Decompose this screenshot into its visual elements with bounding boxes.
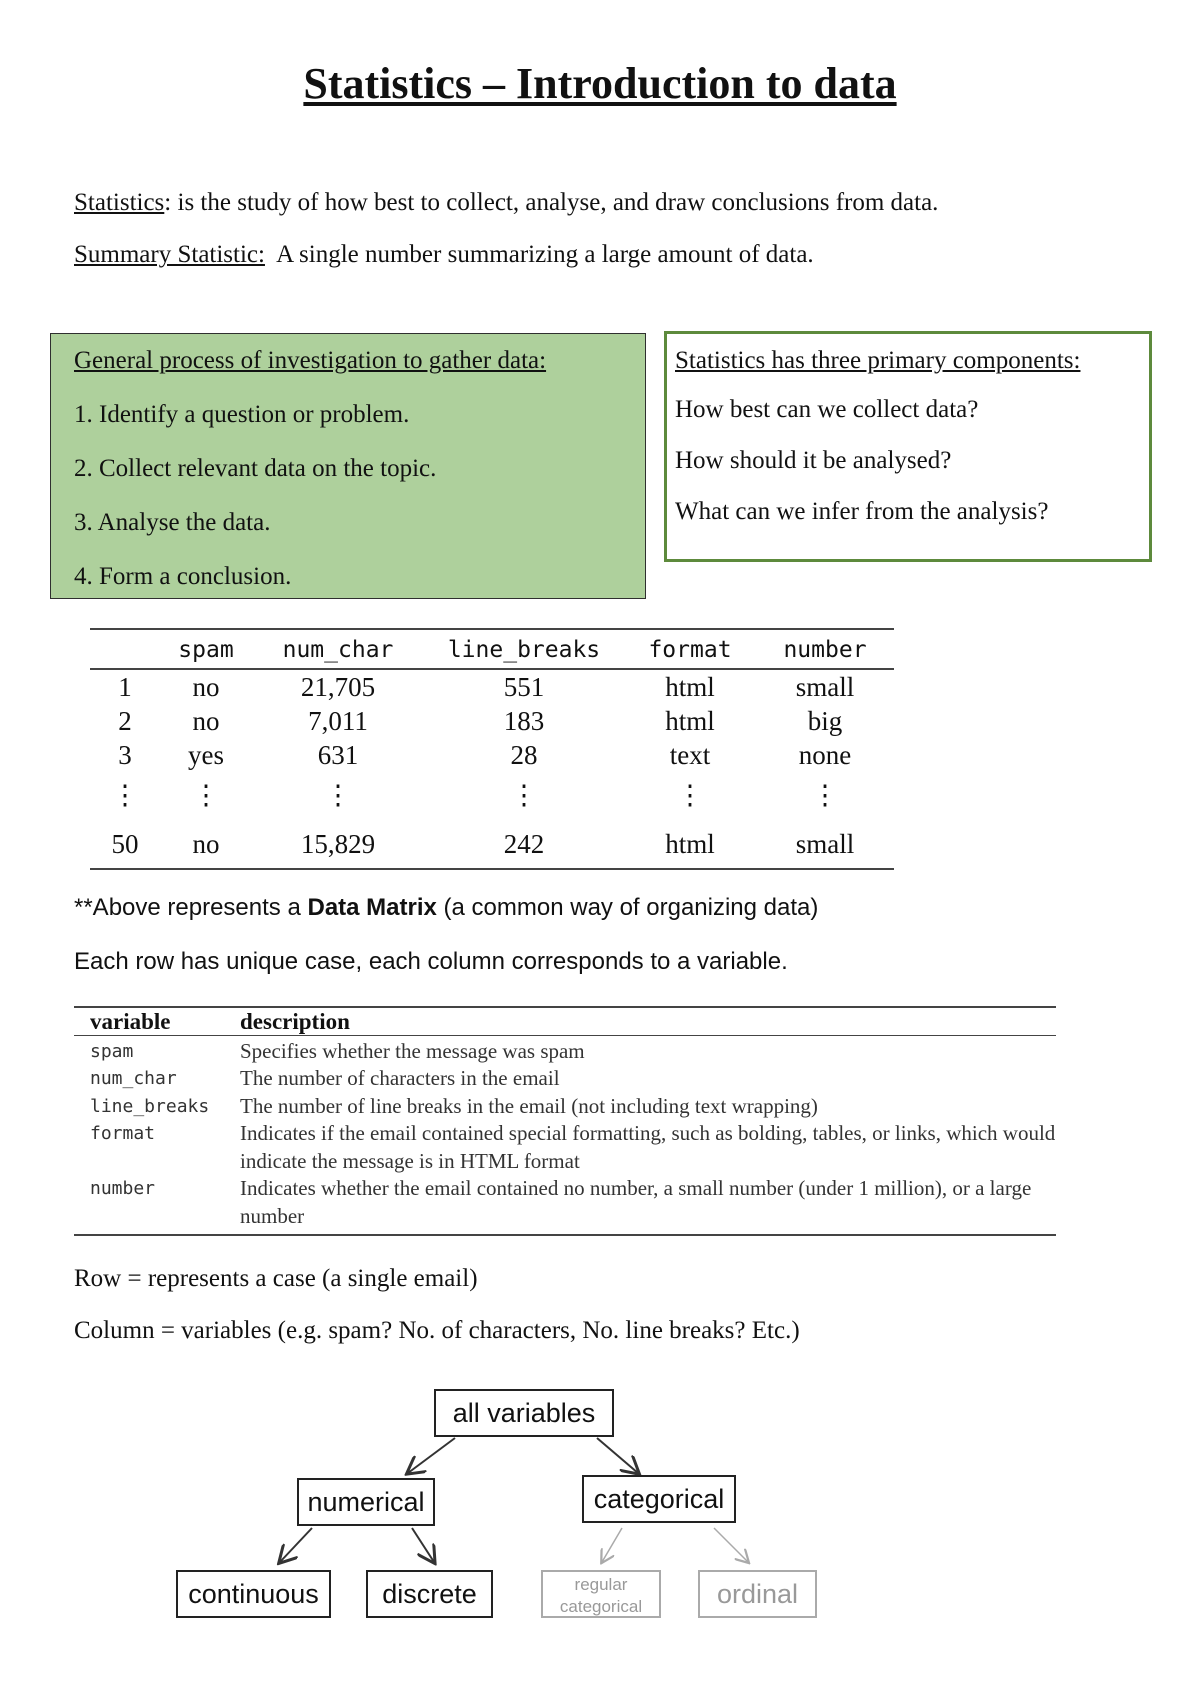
table-row — [74, 1038, 1056, 1066]
node-continuous: continuous — [176, 1570, 331, 1618]
table-cell: 183 — [503, 705, 545, 736]
table-cell: 7,011 — [308, 705, 368, 736]
table-cell: no — [192, 705, 220, 736]
table-cell: html — [665, 705, 715, 736]
process-step: 2. Collect relevant data on the topic. — [74, 455, 437, 482]
table-cell: 28 — [510, 739, 538, 770]
table-row — [74, 1065, 1056, 1093]
table-row — [90, 824, 894, 868]
process-step: 1. Identify a question or problem. — [74, 401, 410, 428]
definition-text: A single number summarizing a large amount of data. — [264, 241, 814, 268]
column-header: spam — [178, 637, 234, 663]
note-prefix: **Above represents a — [74, 894, 308, 921]
process-step: 3. Analyse the data. — [74, 509, 271, 536]
note-line: Each row has unique case, each column corresponds to a variable. — [74, 948, 788, 975]
note-line — [74, 890, 1134, 944]
term-separator: : — [164, 189, 172, 216]
arrow — [408, 1438, 455, 1473]
variable-name: num_char — [90, 1068, 177, 1089]
table-cell: ⋮ — [324, 779, 352, 810]
table-cell: ⋮ — [811, 779, 839, 810]
variable-description: Indicates if the email contained special formatting, such as bolding, tables, or links, which would indicate the message is in HTML format — [240, 1121, 1056, 1173]
table-header-row — [74, 1008, 1056, 1035]
variable-name: format — [90, 1123, 156, 1144]
component-question: How best can we collect data? — [675, 396, 979, 423]
row-column-definitions — [74, 1262, 1134, 1366]
column-header: num_char — [282, 637, 394, 663]
table-cell: no — [192, 828, 220, 859]
process-step: 4. Form a conclusion. — [74, 563, 292, 590]
definition-summary-statistic — [74, 238, 1134, 290]
node-regular-categorical: regular categorical — [541, 1570, 661, 1618]
variable-type-tree — [0, 1370, 1200, 1630]
definition-text: is the study of how best to collect, analyse, and draw conclusions from data. — [171, 189, 939, 216]
table-row-ellipsis — [90, 772, 894, 824]
table-cell: html — [665, 828, 715, 859]
variable-description: Specifies whether the message was spam — [240, 1038, 585, 1063]
node-numerical: numerical — [297, 1478, 435, 1526]
note-suffix: (a common way of organizing data) — [436, 894, 819, 921]
term-summary-statistic: Summary Statistic: — [74, 241, 265, 268]
variable-description: The number of characters in the email — [240, 1066, 560, 1090]
table-cell: ⋮ — [676, 779, 704, 810]
table-cell: big — [807, 705, 843, 736]
matrix-notes — [74, 890, 1134, 998]
table-cell: ⋮ — [192, 779, 220, 810]
column-header: variable — [90, 1008, 171, 1034]
table-cell: 242 — [503, 828, 545, 859]
node-ordinal: ordinal — [698, 1570, 817, 1618]
table-cell: html — [665, 671, 715, 702]
table-cell: small — [795, 828, 855, 859]
process-box — [50, 333, 646, 599]
column-header: line_breaks — [447, 637, 601, 663]
variable-name: spam — [90, 1040, 134, 1062]
table-cell: ⋮ — [510, 779, 538, 810]
table-header-row — [90, 630, 894, 668]
page-title: Statistics – Introduction to data — [303, 59, 897, 108]
table-row — [74, 1120, 1056, 1175]
column-header — [90, 630, 160, 668]
table-cell: small — [795, 671, 855, 702]
table-row — [90, 738, 894, 772]
table-cell: 551 — [503, 671, 545, 702]
variables-table — [74, 1006, 1056, 1236]
component-question: How should it be analysed? — [675, 447, 952, 474]
node-categorical: categorical — [582, 1475, 736, 1523]
row-definition: Row = represents a case (a single email) — [74, 1265, 478, 1292]
variable-name: line_breaks — [90, 1095, 210, 1117]
variable-description: The number of line breaks in the email (not including text wrapping) — [240, 1093, 818, 1118]
table-row — [74, 1175, 1056, 1230]
arrow — [714, 1528, 748, 1562]
column-header: number — [783, 637, 867, 663]
column-definition: Column = variables (e.g. spam? No. of characters, No. line breaks? Etc.) — [74, 1317, 800, 1344]
variable-description: Indicates whether the email contained no number, a small number (under 1 million), or a large number — [240, 1176, 1032, 1228]
variable-name: number — [90, 1178, 156, 1199]
table-cell: 21,705 — [300, 671, 376, 702]
table-bottom-rule — [74, 1234, 1056, 1236]
table-cell: text — [669, 739, 711, 770]
table-cell: 2 — [118, 705, 132, 736]
term-statistics: Statistics — [74, 189, 165, 216]
data-matrix-table — [90, 628, 894, 870]
definition-statistics — [74, 186, 1134, 238]
arrow — [280, 1528, 312, 1562]
note-bold-term: Data Matrix — [307, 894, 437, 921]
table-cell: yes — [188, 739, 224, 770]
process-heading: General process of investigation to gather data: — [74, 347, 547, 374]
arrow — [602, 1528, 622, 1562]
table-cell: none — [798, 739, 852, 770]
table-cell: 15,829 — [300, 828, 376, 859]
table-row — [74, 1093, 1056, 1121]
column-header: description — [240, 1008, 350, 1034]
table-cell: 631 — [317, 739, 359, 770]
node-discrete: discrete — [366, 1570, 493, 1618]
components-heading: Statistics has three primary components: — [675, 347, 1081, 374]
arrow — [597, 1438, 638, 1473]
node-all-variables: all variables — [434, 1389, 614, 1437]
arrow — [412, 1528, 434, 1562]
table-row — [90, 670, 894, 704]
table-cell: 1 — [118, 671, 132, 702]
table-cell: 3 — [118, 739, 132, 770]
table-bottom-rule — [90, 868, 894, 870]
table-cell: no — [192, 671, 220, 702]
components-box — [664, 331, 1152, 562]
component-question: What can we infer from the analysis? — [675, 498, 1049, 525]
column-header: format — [648, 637, 732, 663]
table-row — [90, 704, 894, 738]
table-cell: 50 — [111, 828, 139, 859]
definitions — [74, 186, 1134, 290]
table-cell: ⋮ — [111, 779, 139, 810]
table-header-rule — [74, 1035, 1056, 1036]
